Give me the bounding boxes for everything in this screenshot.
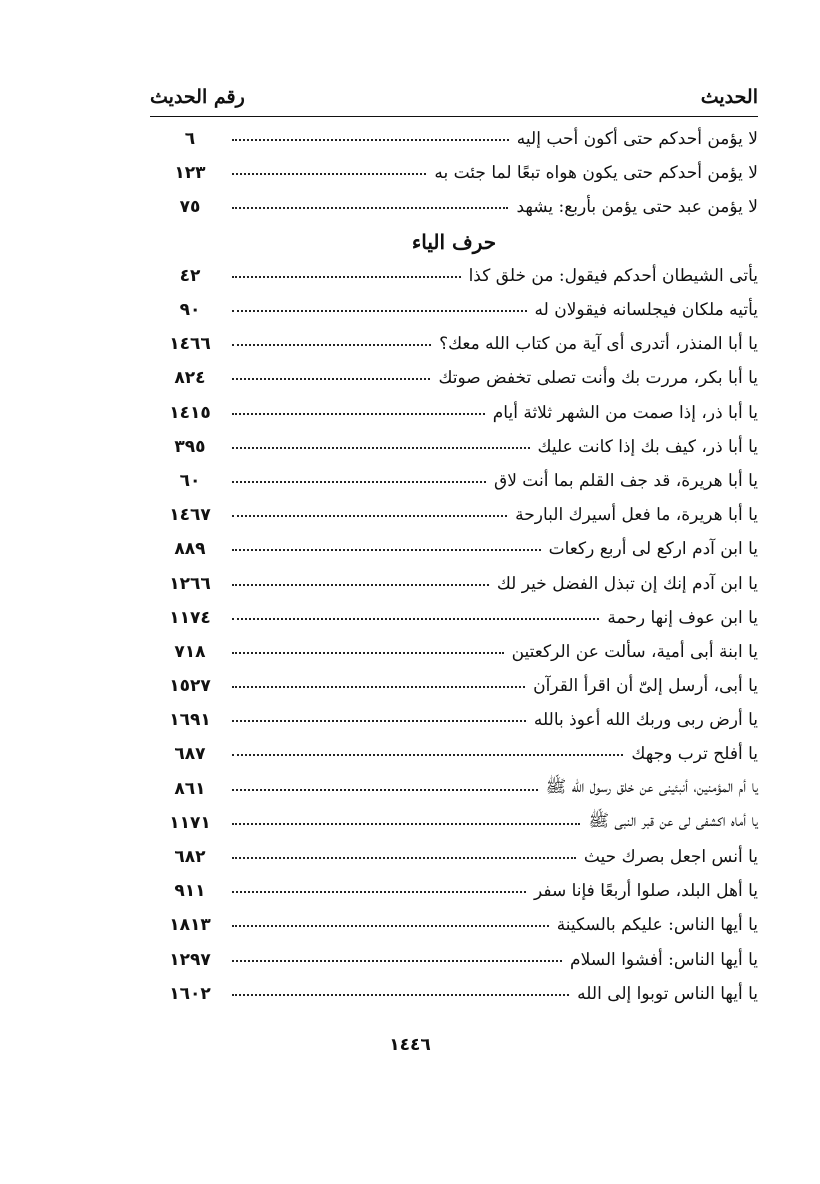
hadith-text: يا أبا بكر، مررت بك وأنت تصلى تخفض صوتك: [438, 368, 758, 389]
dot-leader: [232, 720, 526, 722]
dot-leader: [232, 686, 525, 688]
index-entry-row: [150, 908, 758, 942]
dot-leader: [232, 447, 530, 449]
index-entry-row: [150, 977, 758, 1011]
index-entry-row: [150, 327, 758, 361]
hadith-text: يا أهل البلد، صلوا أربعًا فإنا سفر: [533, 881, 758, 902]
index-entry-row: [150, 874, 758, 908]
hadith-number: ٧٥: [179, 197, 201, 218]
index-entry-row: [150, 156, 758, 190]
dot-leader: [232, 584, 489, 586]
hadith-number: ٦٠: [179, 470, 201, 491]
header-rule: [150, 116, 758, 117]
hadith-number: ٩٠: [179, 300, 201, 321]
dot-leader: [232, 378, 430, 380]
hadith-number: ٤٢: [179, 265, 201, 286]
hadith-number: ١٢٦٦: [169, 573, 211, 594]
index-entry-row: [150, 566, 758, 600]
hadith-text: لا يؤمن عبد حتى يؤمن بأربع: يشهد: [516, 197, 758, 218]
hadith-text: يا أم المؤمنين، أنبئينى عن خلق رسول الله ﷺ: [545, 777, 758, 798]
hadith-text: يا أنس اجعل بصرك حيث: [583, 847, 758, 868]
index-entry-row: [150, 122, 758, 156]
section-heading: حرف الياء: [411, 229, 497, 254]
hadith-text: يا ابن عوف إنها رحمة: [607, 607, 758, 628]
hadith-number: ٧١٨: [174, 641, 206, 662]
dot-leader: [232, 618, 599, 620]
page-header: [150, 80, 758, 114]
hadith-number: ١٦٠٢: [169, 983, 211, 1004]
hadith-number: ٨٦١: [174, 778, 206, 799]
hadith-number: ١٤١٥: [169, 402, 211, 423]
hadith-number: ٨٢٤: [174, 368, 206, 389]
dot-leader: [232, 994, 569, 996]
dot-leader: [232, 823, 580, 825]
index-entry-row: [150, 361, 758, 395]
hadith-text: يا أبا ذر، إذا صمت من الشهر ثلاثة أيام: [492, 402, 758, 423]
hadith-text: يا أيها الناس توبوا إلى الله: [577, 983, 758, 1004]
hadith-number: ٦: [184, 129, 196, 150]
hadith-number: ١١٧٤: [169, 607, 211, 628]
dot-leader: [232, 173, 426, 175]
hadith-text: يا أيها الناس: عليكم بالسكينة: [556, 915, 758, 936]
hadith-text: يأتيه ملكان فيجلسانه فيقولان له: [534, 300, 758, 321]
hadith-number: ١٢٩٧: [169, 949, 211, 970]
dot-leader: [232, 857, 576, 859]
hadith-text: يأتى الشيطان أحدكم فيقول: من خلق كذا: [468, 265, 758, 286]
hadith-text: يا أماه اكشفى لى عن قبر النبى ﷺ: [588, 811, 758, 832]
index-entry-row: [150, 669, 758, 703]
hadith-number: ١٥٢٧: [169, 676, 211, 697]
hadith-text: لا يؤمن أحدكم حتى أكون أحب إليه: [516, 129, 758, 150]
index-entry-row: [150, 737, 758, 771]
index-entry-row: [150, 430, 758, 464]
hadith-number: ١٦٩١: [169, 710, 211, 731]
index-entry-row: [150, 293, 758, 327]
dot-leader: [232, 754, 623, 756]
dot-leader: [232, 344, 431, 346]
hadith-number: ٩١١: [174, 881, 206, 902]
dot-leader: [232, 481, 486, 483]
hadith-number: ٦٨٢: [174, 847, 206, 868]
hadith-text: يا ابن آدم إنك إن تبذل الفضل خير لك: [496, 573, 758, 594]
dot-leader: [232, 413, 485, 415]
dot-leader: [232, 276, 461, 278]
page-number: ١٤٤٦: [389, 1035, 431, 1055]
hadith-number: ١٨١٣: [169, 915, 211, 936]
hadith-text: يا أبى، أرسل إلىّ أن اقرأ القرآن: [533, 676, 758, 697]
hadith-number: ٦٨٧: [174, 744, 206, 765]
dot-leader: [232, 515, 507, 517]
dot-leader: [232, 925, 549, 927]
index-entry-row: [150, 772, 758, 806]
index-entry-row: [150, 943, 758, 977]
index-entry-row: [150, 190, 758, 224]
hadith-number: ١١٧١: [169, 812, 211, 833]
dot-leader: [232, 139, 509, 141]
index-entry-row: [150, 840, 758, 874]
index-entry-row: [150, 498, 758, 532]
dot-leader: [232, 310, 527, 312]
hadith-text: يا أبا ذر، كيف بك إذا كانت عليك: [537, 436, 758, 457]
index-entry-row: [150, 259, 758, 293]
index-entry-row: [150, 635, 758, 669]
hadith-text: يا أرض ربى وربك الله أعوذ بالله: [533, 710, 758, 731]
index-entry-row: [150, 464, 758, 498]
hadith-number: ١٢٣: [174, 163, 206, 184]
dot-leader: [232, 960, 562, 962]
hadith-number: ١٤٦٧: [169, 505, 211, 526]
hadith-text: يا أبا هريرة، ما فعل أسيرك البارحة: [515, 505, 758, 526]
hadith-text: يا أفلح ترب وجهك: [631, 744, 758, 765]
hadith-number: ١٤٦٦: [169, 334, 211, 355]
index-entry-row: [150, 396, 758, 430]
hadith-text: يا أبا المنذر، أتدرى أى آية من كتاب الله معك؟: [439, 334, 758, 355]
index-entry-row: [150, 601, 758, 635]
index-entry-row: [150, 806, 758, 840]
index-entry-row: [150, 532, 758, 566]
hadith-text: لا يؤمن أحدكم حتى يكون هواه تبعًا لما جئت به: [434, 163, 758, 184]
dot-leader: [232, 652, 504, 654]
dot-leader: [232, 207, 508, 209]
header-number-label: رقم الحديث: [150, 86, 245, 108]
dot-leader: [232, 789, 538, 791]
header-hadith-label: الحديث: [700, 86, 758, 108]
hadith-text: يا ابنة أبى أمية، سألت عن الركعتين: [511, 641, 758, 662]
dot-leader: [232, 549, 541, 551]
hadith-text: يا أبا هريرة، قد جف القلم بما أنت لاق: [494, 470, 758, 491]
hadith-text: يا ابن آدم اركع لى أربع ركعات: [548, 539, 758, 560]
hadith-index-list: [150, 122, 758, 1011]
dot-leader: [232, 891, 526, 893]
hadith-number: ٨٨٩: [174, 539, 206, 560]
hadith-number: ٣٩٥: [174, 436, 206, 457]
hadith-text: يا أيها الناس: أفشوا السلام: [570, 949, 758, 970]
index-entry-row: [150, 703, 758, 737]
